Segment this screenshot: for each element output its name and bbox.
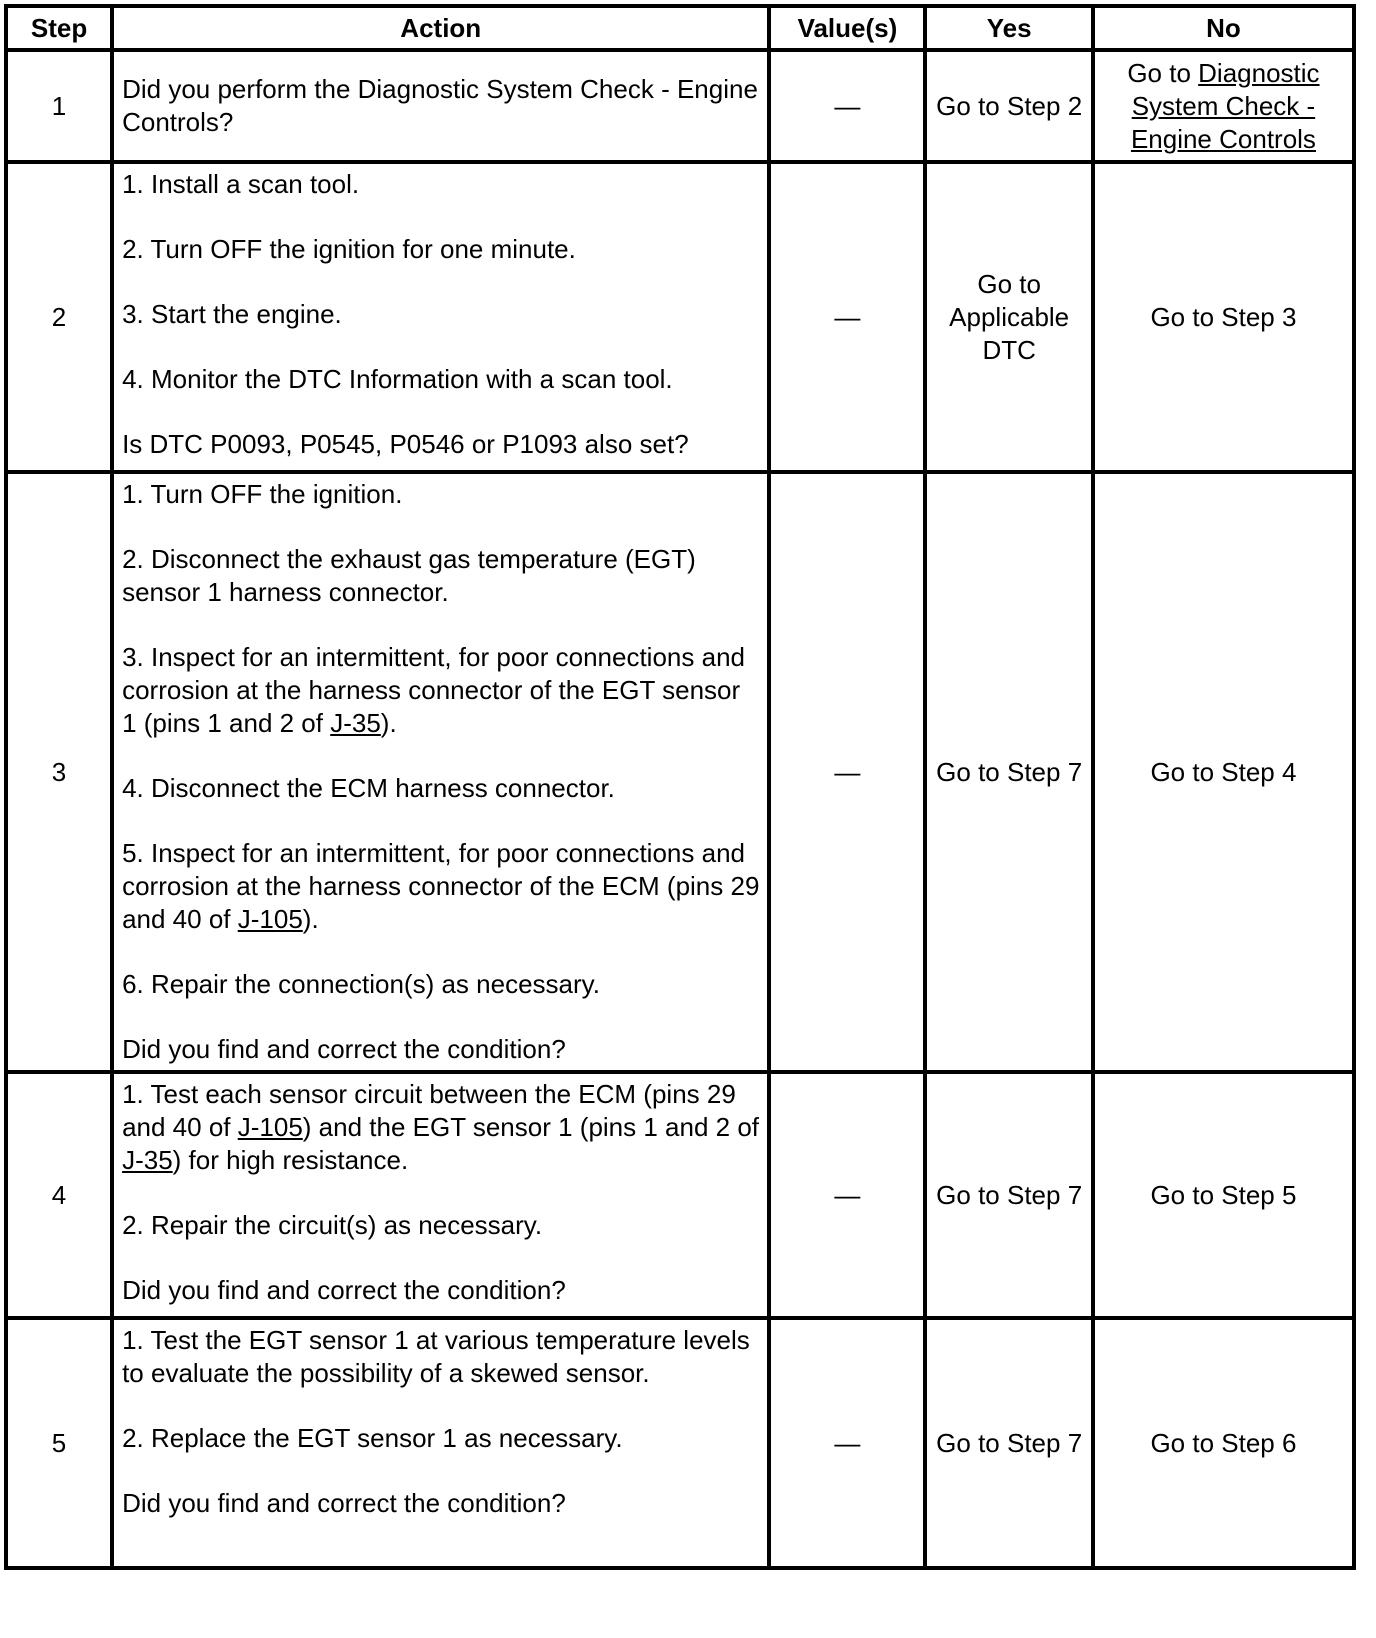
no-action-link[interactable]: Go to Step 3 xyxy=(1150,301,1297,332)
action-cell xyxy=(112,472,769,1072)
action-text-segment: 4. Disconnect the ECM harness connector. xyxy=(122,773,615,803)
action-text xyxy=(122,73,759,139)
connector-link[interactable]: J-35 xyxy=(122,1145,173,1175)
value-cell xyxy=(769,162,925,472)
yes-action-link[interactable]: Go to Step 7 xyxy=(936,1427,1083,1458)
value-cell xyxy=(769,1072,925,1318)
action-paragraph xyxy=(122,1209,759,1242)
no-cell xyxy=(1093,472,1354,1072)
action-text-segment: Did you find and correct the condition? xyxy=(122,1275,566,1305)
step-number: 1 xyxy=(6,50,112,162)
action-text-segment: 3. Start the engine. xyxy=(122,299,342,329)
value-dash: — xyxy=(834,1179,861,1210)
action-text xyxy=(122,1324,759,1520)
yes-cell xyxy=(925,1318,1092,1568)
action-text-segment: 2. Replace the EGT sensor 1 as necessary. xyxy=(122,1423,623,1453)
action-text-segment: ) for high resistance. xyxy=(172,1145,409,1175)
table-row-step-5 xyxy=(6,1318,1354,1568)
header-row xyxy=(6,6,1354,50)
action-paragraph xyxy=(122,1033,759,1066)
action-paragraph xyxy=(122,641,759,740)
yes-action-link[interactable]: Go to Step 7 xyxy=(936,756,1083,787)
action-text-segment: 1. Turn OFF the ignition. xyxy=(122,479,403,509)
action-text-segment: 6. Repair the connection(s) as necessary. xyxy=(122,969,600,999)
action-text-segment: ). xyxy=(302,904,319,934)
action-text-segment: 1. Test the EGT sensor 1 at various temperature levels to evaluate the possibility of a skewed sensor. xyxy=(122,1325,750,1388)
action-paragraph xyxy=(122,298,759,331)
step-number: 5 xyxy=(6,1318,112,1568)
action-text-segment: 5. Inspect for an intermittent, for poor connections and corrosion at the harness connector of the ECM (pins 29 and 40 of xyxy=(122,838,760,934)
action-text-segment: 4. Monitor the DTC Information with a scan tool. xyxy=(122,364,673,394)
value-cell xyxy=(769,472,925,1072)
yes-cell xyxy=(925,50,1092,162)
table-row-step-1 xyxy=(6,50,1354,162)
step-number: 4 xyxy=(6,1072,112,1318)
action-paragraph xyxy=(122,837,759,936)
no-action-link[interactable]: Go to Step 6 xyxy=(1150,1427,1297,1458)
yes-action-link[interactable]: Go to Step 2 xyxy=(936,90,1083,121)
action-paragraph xyxy=(122,1324,759,1390)
step-number: 3 xyxy=(6,472,112,1072)
table-row-step-3 xyxy=(6,472,1354,1072)
no-cell xyxy=(1093,50,1354,162)
action-paragraph xyxy=(122,168,759,201)
table-row-step-4 xyxy=(6,1072,1354,1318)
action-paragraph xyxy=(122,428,759,461)
value-dash: — xyxy=(834,756,861,787)
connector-link[interactable]: J-105 xyxy=(237,1112,303,1142)
no-action-link[interactable]: Go to Step 4 xyxy=(1150,756,1297,787)
table-row-step-2 xyxy=(6,162,1354,472)
action-cell xyxy=(112,50,769,162)
action-paragraph xyxy=(122,772,759,805)
action-paragraph xyxy=(122,543,759,609)
value-cell xyxy=(769,1318,925,1568)
action-text-segment: 2. Turn OFF the ignition for one minute. xyxy=(122,234,576,264)
action-text xyxy=(122,478,759,1066)
header-action: Action xyxy=(112,6,769,50)
value-dash: — xyxy=(834,1427,861,1458)
action-text-segment: 2. Repair the circuit(s) as necessary. xyxy=(122,1210,543,1240)
action-text-segment: 3. Inspect for an intermittent, for poor connections and corrosion at the harness connector of the EGT sensor 1 (pins 1 and 2 of xyxy=(122,642,745,738)
yes-cell xyxy=(925,472,1092,1072)
action-cell xyxy=(112,1072,769,1318)
action-text xyxy=(122,168,759,461)
action-paragraph xyxy=(122,478,759,511)
step-number: 2 xyxy=(6,162,112,472)
action-text-segment: 2. Disconnect the exhaust gas temperature (EGT) sensor 1 harness connector. xyxy=(122,544,696,607)
action-text-segment: Is DTC P0093, P0545, P0546 or P1093 also set? xyxy=(122,429,689,459)
diagnostic-table xyxy=(4,4,1356,1570)
connector-link[interactable]: J-105 xyxy=(237,904,303,934)
action-paragraph xyxy=(122,1078,759,1177)
value-dash: — xyxy=(834,90,861,121)
no-cell xyxy=(1093,162,1354,472)
no-action-link[interactable]: Go to Step 5 xyxy=(1150,1179,1297,1210)
diagnostic-system-check-link[interactable]: Diagnostic System Check - Engine Controls xyxy=(1130,57,1320,154)
action-text-segment: Did you find and correct the condition? xyxy=(122,1488,566,1518)
action-text-segment: ). xyxy=(380,708,397,738)
yes-action-link[interactable]: Go to Step 7 xyxy=(936,1179,1083,1210)
value-cell xyxy=(769,50,925,162)
yes-cell xyxy=(925,1072,1092,1318)
header-step: Step xyxy=(6,6,112,50)
action-paragraph xyxy=(122,233,759,266)
no-cell xyxy=(1093,1072,1354,1318)
action-paragraph xyxy=(122,1487,759,1520)
action-text-segment: ) and the EGT sensor 1 (pins 1 and 2 of xyxy=(302,1112,760,1142)
action-cell xyxy=(112,162,769,472)
action-text-segment: Did you perform the Diagnostic System Check - Engine Controls? xyxy=(122,74,758,137)
yes-action-link[interactable]: Go to Applicable DTC xyxy=(949,268,1070,365)
header-yes: Yes xyxy=(925,6,1092,50)
action-paragraph xyxy=(122,1274,759,1307)
action-paragraph xyxy=(122,968,759,1001)
action-paragraph xyxy=(122,363,759,396)
action-text-segment: Did you find and correct the condition? xyxy=(122,1034,566,1064)
no-prefix-text: Go to xyxy=(1127,57,1199,88)
action-cell xyxy=(112,1318,769,1568)
header-no: No xyxy=(1093,6,1354,50)
action-text-segment: 1. Test each sensor circuit between the ECM (pins 29 and 40 of xyxy=(122,1079,736,1142)
value-dash: — xyxy=(834,301,861,332)
action-text-segment: 1. Install a scan tool. xyxy=(122,169,360,199)
header-values: Value(s) xyxy=(769,6,925,50)
connector-link[interactable]: J-35 xyxy=(330,708,381,738)
yes-cell xyxy=(925,162,1092,472)
action-paragraph xyxy=(122,73,759,139)
action-text xyxy=(122,1078,759,1307)
no-cell xyxy=(1093,1318,1354,1568)
action-paragraph xyxy=(122,1422,759,1455)
